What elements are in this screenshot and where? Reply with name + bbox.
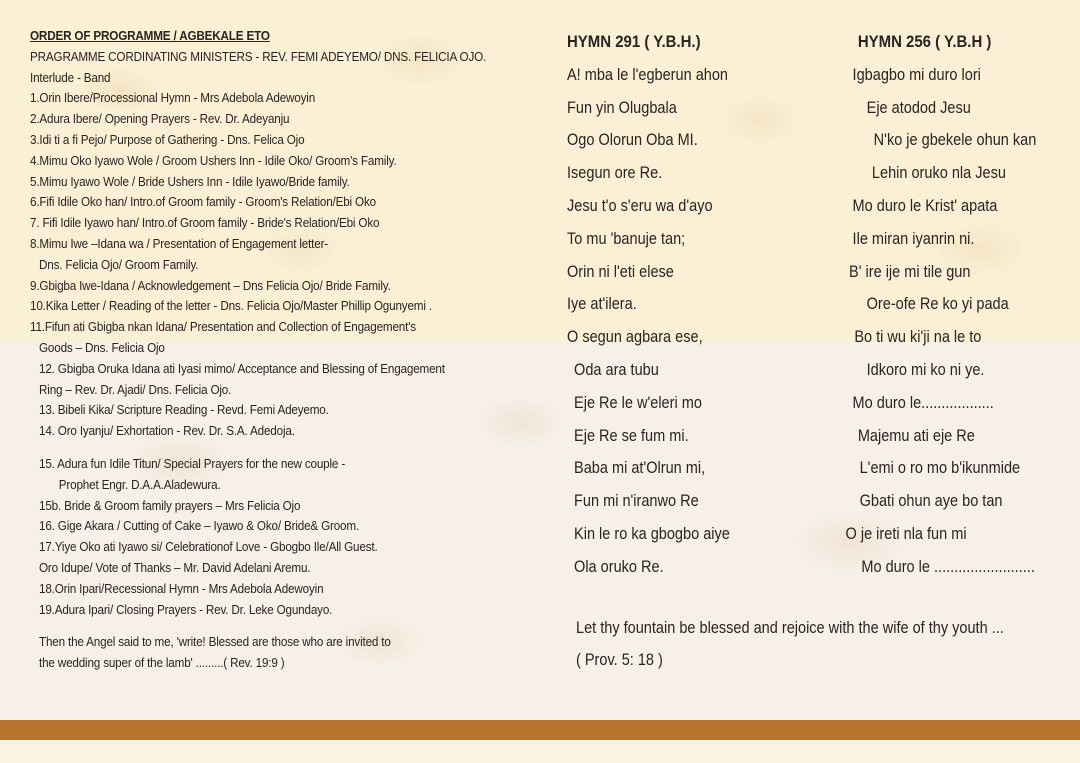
hymn-line: Mo duro le.................. (852, 393, 994, 412)
programme-line: Oro Idupe/ Vote of Thanks – Mr. David Adelani Aremu. (39, 559, 311, 575)
programme-line: 1.Orin Ibere/Processional Hymn - Mrs Adebola Adewoyin (30, 90, 316, 106)
bottom-brown-band (0, 720, 1080, 740)
hymn-line: Oda ara tubu (574, 360, 659, 379)
programme-line: 18.Orin Ipari/Recessional Hymn - Mrs Adebola Adewoyin (39, 580, 324, 596)
programme-line: 5.Mimu Iyawo Wole / Bride Ushers Inn - Idile Iyawo/Bride family. (30, 173, 350, 189)
hymn-line: Fun yin Olugbala (567, 98, 677, 117)
verse-text: Let thy fountain be blessed and rejoice with the wife of thy youth ... (576, 619, 1004, 637)
hymn-line: Ola oruko Re. (574, 557, 664, 576)
scripture-quote: the wedding super of the lamb' .........( Rev. 19:9 ) (39, 655, 285, 671)
programme-line: 9.Gbigba Iwe-Idana / Acknowledgement – Dns Felicia Ojo/ Bride Family. (30, 277, 391, 293)
hymn-line: Bo ti wu ki'ji na le to (854, 328, 982, 347)
programme-line: 2.Adura Ibere/ Opening Prayers - Rev. Dr. Adeyanju (30, 111, 290, 127)
programme-line: 16. Gige Akara / Cutting of Cake – Iyawo & Oko/ Bride& Groom. (39, 518, 360, 534)
hymn-line: Majemu ati eje Re (857, 426, 975, 445)
programme-line: 8.Mimu Iwe –Idana wa / Presentation of Engagement letter- (30, 235, 329, 251)
programme-line: 15. Adura fun Idile Titun/ Special Prayers for the new couple - (39, 455, 346, 471)
hymn-line: Baba mi at'Olrun mi, (574, 459, 706, 478)
hymn-line: To mu 'banuje tan; (567, 229, 686, 248)
hymn-line: L'emi o ro mo b'ikunmide (859, 459, 1021, 478)
bottom-strip (0, 740, 1080, 763)
programme-line: 11.Fifun ati Gbigba nkan Idana/ Presentation and Collection of Engagement's (30, 319, 416, 335)
hymn-line: Isegun ore Re. (567, 164, 663, 183)
hymn-line: Orin ni l'eti elese (567, 262, 674, 281)
order-of-programme (30, 26, 534, 674)
hymn-line: Mo duro le ......................... (861, 557, 1035, 576)
hymn-line: Ile miran iyanrin ni. (852, 229, 975, 248)
bible-verse (576, 612, 1004, 676)
hymn-line: Ogo Olorun Oba MI. (567, 131, 698, 150)
hymn-256 (842, 26, 1036, 584)
scripture-quote: Then the Angel said to me, 'write! Blessed are those who are invited to (39, 634, 391, 650)
hymn-title: HYMN 291 ( Y.B.H.) (567, 32, 701, 51)
programme-line: 6.Fifi Idile Oko han/ Intro.of Groom family - Groom's Relation/Ebi Oko (30, 194, 376, 210)
hymn-line: Gbati ohun aye bo tan (859, 492, 1003, 511)
hymn-line: N'ko je gbekele ohun kan (873, 131, 1037, 150)
programme-line: 14. Oro Iyanju/ Exhortation - Rev. Dr. S.A. Adedoja. (39, 423, 295, 439)
spacer (30, 442, 534, 454)
hymn-line: Eje atodod Jesu (866, 98, 971, 117)
hymn-line: Iye at'ilera. (567, 295, 637, 314)
hymn-line: Jesu t'o s'eru wa d'ayo (567, 196, 713, 215)
verse-reference: ( Prov. 5: 18 ) (576, 651, 663, 669)
programme-line: 12. Gbigba Oruka Idana ati Iyasi mimo/ Acceptance and Blessing of Engagement (39, 360, 445, 376)
spacer (30, 620, 534, 632)
programme-line: 10.Kika Letter / Reading of the letter - Dns. Felicia Ojo/Master Phillip Ogunyemi . (30, 298, 432, 314)
hymn-line: Idkoro mi ko ni ye. (866, 360, 985, 379)
hymn-line: Eje Re le w'eleri mo (574, 393, 702, 412)
hymn-line: Eje Re se fum mi. (574, 426, 689, 445)
programme-line: Prophet Engr. D.A.A.Aladewura. (58, 476, 221, 492)
programme-line: 3.Idi ti a fi Pejo/ Purpose of Gathering - Dns. Felica Ojo (30, 131, 305, 147)
hymn-line: Igbagbo mi duro lori (852, 65, 981, 84)
programme-line: 7. Fifi Idile Iyawo han/ Intro.of Groom family - Bride's Relation/Ebi Oko (30, 215, 380, 231)
hymn-line: A! mba le l'egberun ahon (567, 65, 728, 84)
programme-line: 17.Yiye Oko ati Iyawo si/ Celebrationof Love - Gbogbo Ile/All Guest. (39, 539, 378, 555)
programme-line: Interlude - Band (30, 69, 111, 85)
programme-title: ORDER OF PROGRAMME / AGBEKALE ETO (30, 28, 270, 43)
hymn-line: Lehin oruko nla Jesu (871, 164, 1006, 183)
programme-line: Ring – Rev. Dr. Ajadi/ Dns. Felicia Ojo. (39, 381, 232, 397)
hymn-line: O segun agbara ese, (567, 328, 703, 347)
programme-line: 15b. Bride & Groom family prayers – Mrs Felicia Ojo (39, 497, 301, 513)
programme-line: 4.Mimu Oko Iyawo Wole / Groom Ushers Inn - Idile Oko/ Groom's Family. (30, 152, 397, 168)
programme-line: 19.Adura Ipari/ Closing Prayers - Rev. Dr. Leke Ogundayo. (39, 601, 333, 617)
hymn-line: O je ireti nla fun mi (845, 524, 967, 543)
hymn-line: Fun mi n'iranwo Re (574, 492, 699, 511)
hymn-line: B' ire ije mi tile gun (849, 262, 971, 281)
hymn-291 (567, 26, 730, 584)
hymn-line: Ore-ofe Re ko yi pada (866, 295, 1009, 314)
programme-line: Goods – Dns. Felicia Ojo (39, 339, 165, 355)
hymn-line: Mo duro le Krist' apata (852, 196, 998, 215)
hymn-line: Kin le ro ka gbogbo aiye (574, 524, 730, 543)
hymn-title: HYMN 256 ( Y.B.H ) (857, 32, 992, 51)
programme-line: 13. Bibeli Kika/ Scripture Reading - Revd. Femi Adeyemo. (39, 402, 329, 418)
programme-line: Dns. Felicia Ojo/ Groom Family. (39, 256, 199, 272)
programme-line: PRAGRAMME CORDINATING MINISTERS - REV. FEMI ADEYEMO/ DNS. FELICIA OJO. (30, 48, 487, 64)
